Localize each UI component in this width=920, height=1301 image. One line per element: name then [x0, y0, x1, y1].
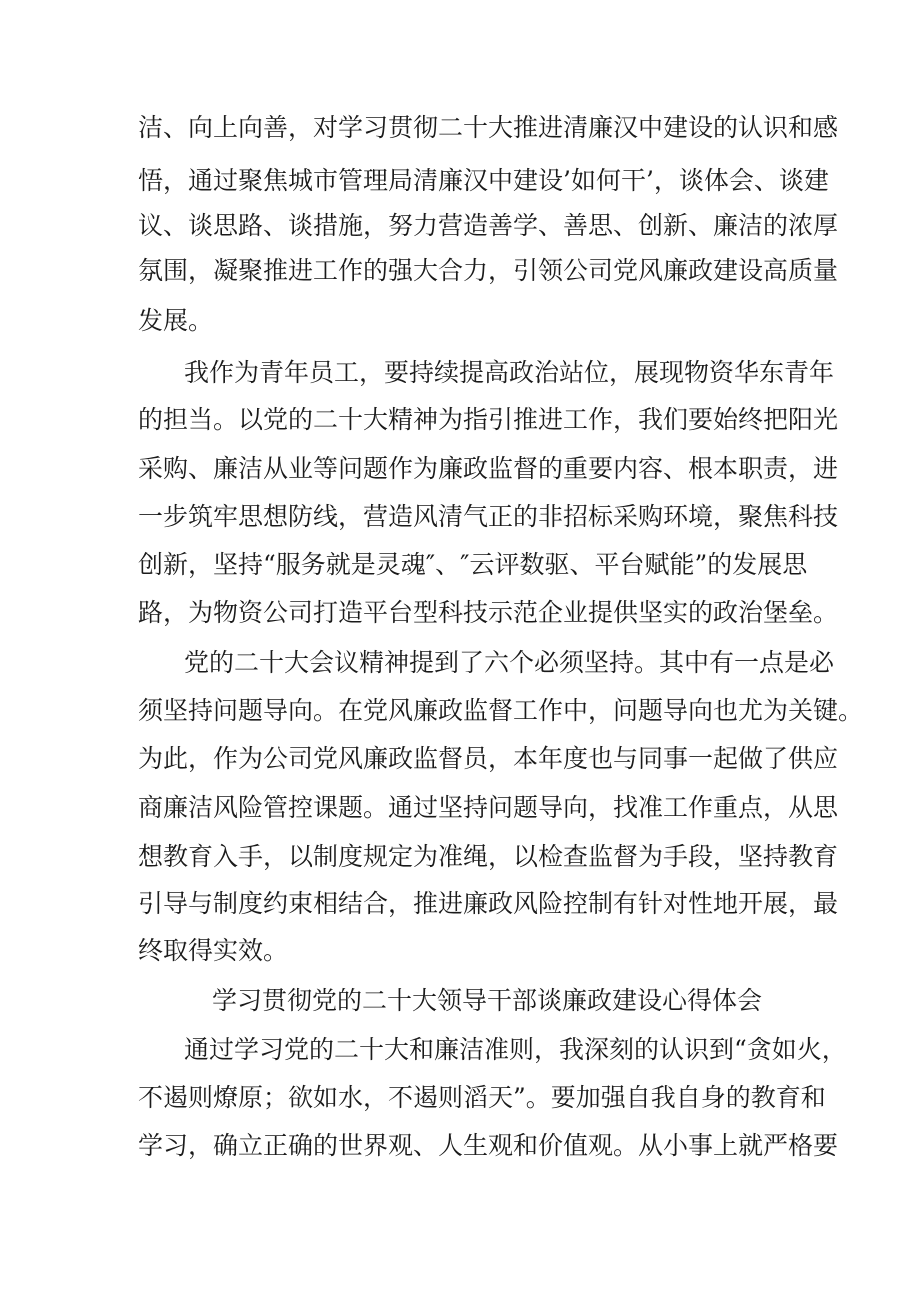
text-line: 采购、廉洁从业等问题作为廉政监督的重要内容、根本职责，进 [138, 454, 839, 483]
section-title: 学习贯彻党的二十大领导干部谈廉政建设心得体会 [212, 986, 763, 1015]
paragraph-first-line: 我作为青年员工，要持续提高政治站位，展现物资华东青年 [184, 358, 835, 387]
text-line: 路，为物资公司打造平台型科技示范企业提供坚实的政治堡垒。 [138, 598, 839, 627]
text-line: 悟，通过聚焦城市管理局清廉汉中建设’如何干’，谈体会、谈建 [138, 166, 829, 195]
text-line: 不遏则燎原；欲如水，不遏则滔天”。要加强自我自身的教育和 [138, 1083, 826, 1112]
text-line: 创新，坚持“服务就是灵魂″、″云评数驱、平台赋能”的发展思 [138, 550, 808, 579]
text-line: 发展。 [138, 306, 214, 335]
text-line: 氛围，凝聚推进工作的强大合力，引领公司党风廉政建设高质量 [138, 256, 839, 285]
paragraph-first-line: 通过学习党的二十大和廉洁准则，我深刻的认识到“贪如火， [184, 1035, 847, 1064]
text-line: 学习，确立正确的世界观、人生观和价值观。从小事上就严格要 [138, 1131, 839, 1160]
text-line: 的担当。以党的二十大精神为指引推进工作，我们要始终把阳光 [138, 405, 839, 434]
text-line: 须坚持问题导向。在党风廉政监督工作中，问题导向也尤为关键。 [138, 696, 864, 725]
text-line: 引导与制度约束相结合，推进廉政风险控制有针对性地开展，最 [138, 889, 839, 918]
text-line: 商廉洁风险管控课题。通过坚持问题导向，找准工作重点，从思 [138, 793, 839, 822]
text-line: 一步筑牢思想防线，营造风清气正的非招标采购环境，聚焦科技 [138, 502, 839, 531]
text-line: 议、谈思路、谈措施，努力营造善学、善思、创新、廉洁的浓厚 [138, 211, 839, 240]
paragraph-first-line: 党的二十大会议精神提到了六个必须坚持。其中有一点是必 [184, 648, 835, 677]
text-line: 为此，作为公司党风廉政监督员，本年度也与同事一起做了供应 [138, 744, 839, 773]
text-line: 想教育入手，以制度规定为准绳，以检查监督为手段，坚持教育 [138, 842, 839, 871]
text-line: 洁、向上向善，对学习贯彻二十大推进清廉汉中建设的认识和感 [138, 113, 839, 142]
text-line: 终取得实效。 [138, 936, 289, 965]
